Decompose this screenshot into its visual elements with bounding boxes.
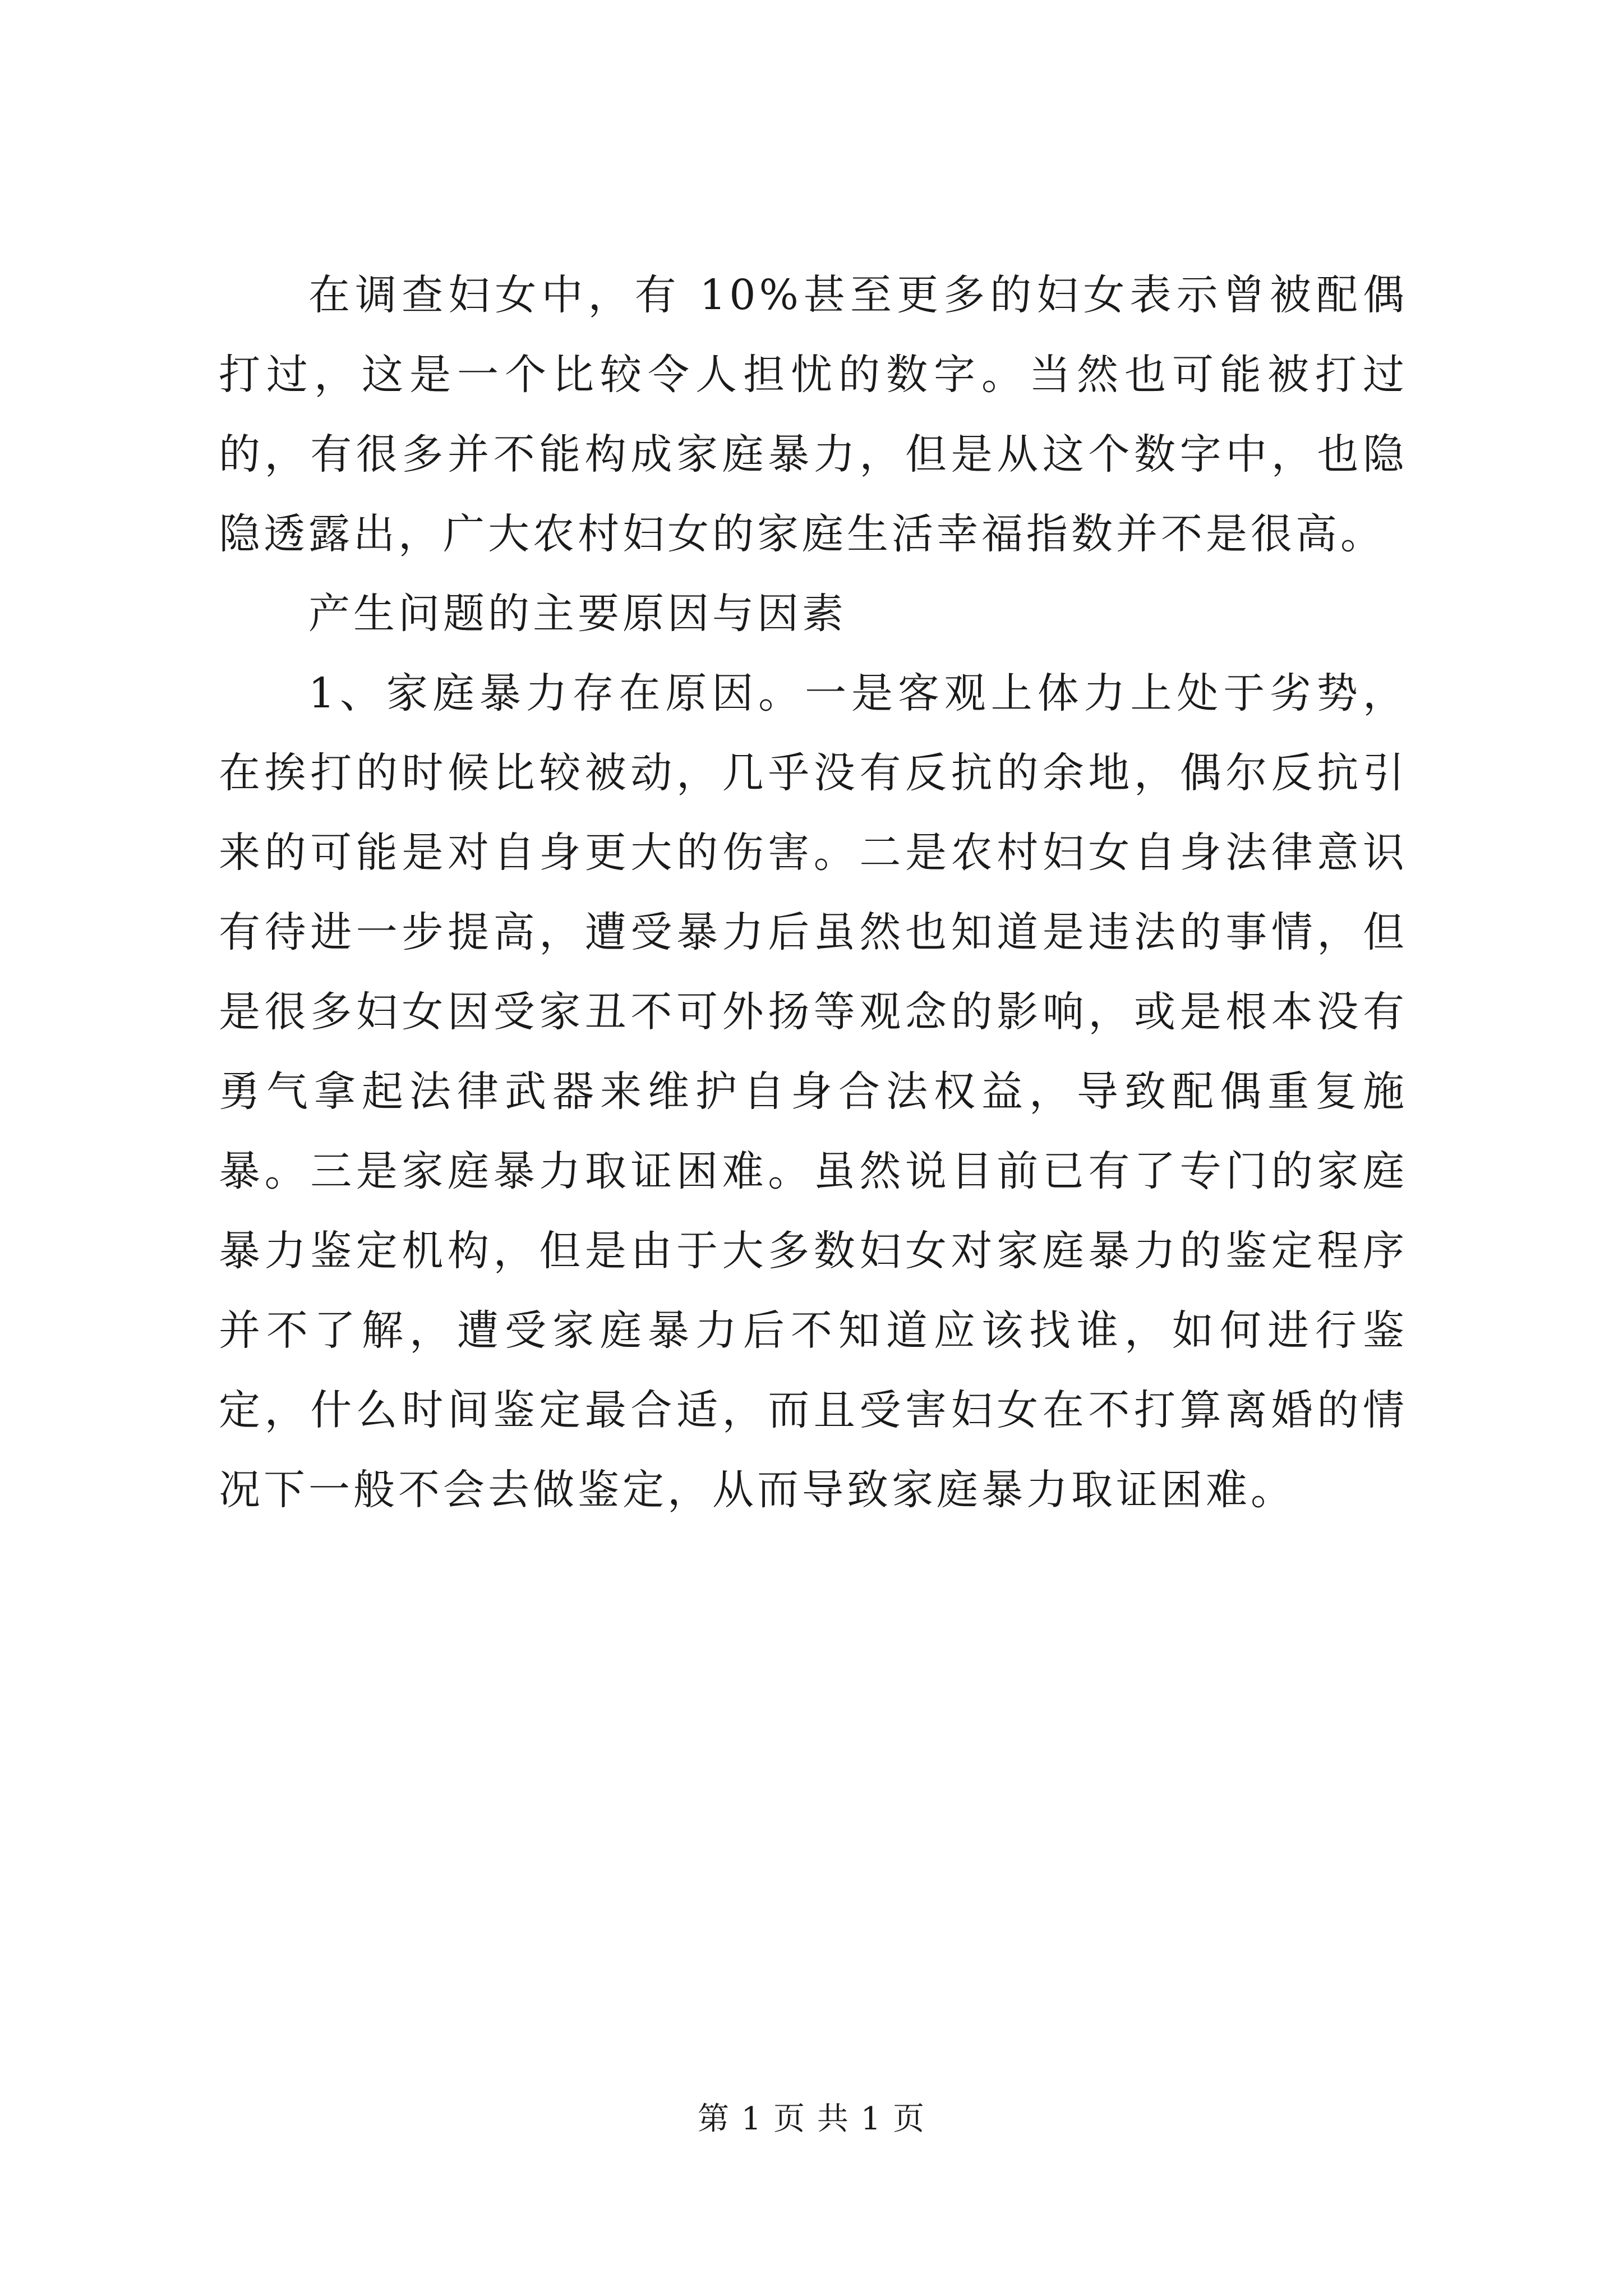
page-number: 第 1 页 共 1 页 (697, 2101, 926, 2137)
section-heading-causes: 产生问题的主要原因与因素 (308, 590, 847, 638)
paragraph-survey-findings: 在调查妇女中，有 10%甚至更多的妇女表示曾被配偶打过，这是一个比较令人担忧的数字。当然也可能被打过的，有很多并不能构成家庭暴力，但是从这个数字中，也隐隐透露出，广大农村妇女的家庭生活幸福指数并不是很高。 (219, 271, 1408, 558)
paragraph-domestic-violence-causes: 1、家庭暴力存在原因。一是客观上体力上处于劣势，在挨打的时候比较被动，几乎没有反抗的余地，偶尔反抗引来的可能是对自身更大的伤害。二是农村妇女自身法律意识有待进一步提高，遭受暴力后虽然也知道是违法的事情，但是很多妇女因受家丑不可外扬等观念的影响，或是根本没有勇气拿起法律武器来维护自身合法权益，导致配偶重复施暴。三是家庭暴力取证困难。虽然说目前已有了专门的家庭暴力鉴定机构，但是由于大多数妇女对家庭暴力的鉴定程序并不了解，遭受家庭暴力后不知道应该找谁，如何进行鉴定，什么时间鉴定最合适，而且受害妇女在不打算离婚的情况下一般不会去做鉴定，从而导致家庭暴力取证困难。 (219, 669, 1408, 1514)
document-body (219, 255, 1408, 1530)
